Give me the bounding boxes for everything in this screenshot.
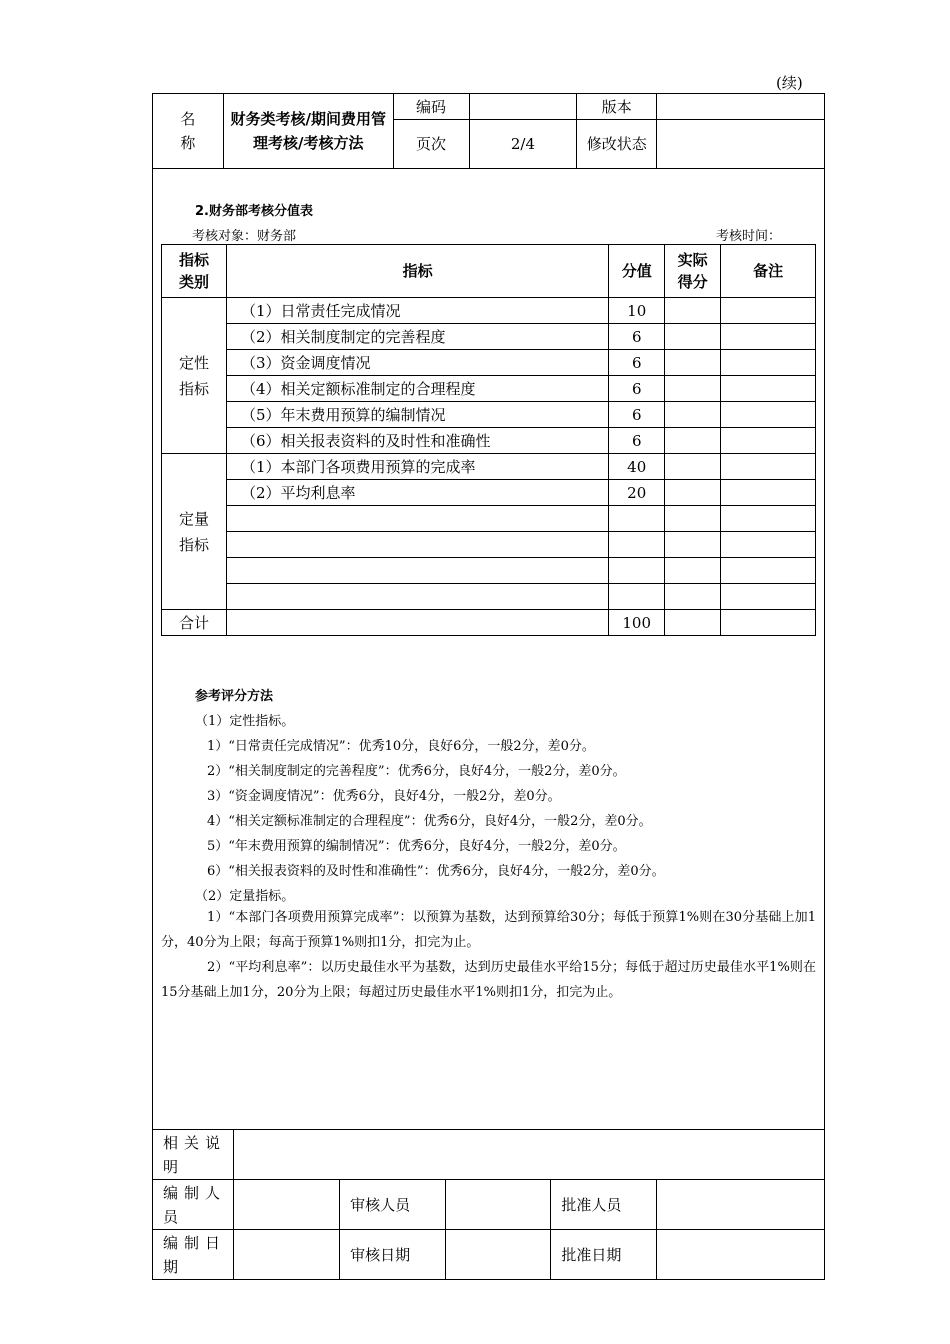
table-row [162, 350, 816, 376]
header-score: 分值 [609, 245, 665, 298]
total-label: 合计 [162, 610, 227, 636]
revision-value [657, 120, 825, 169]
qualitative-rule: 1）“日常责任完成情况”：优秀10分，良好6分，一般2分，差0分。 [207, 739, 595, 754]
remark-cell[interactable] [721, 454, 816, 480]
score-cell[interactable] [609, 532, 665, 558]
indicator-cell: （1）本部门各项费用预算的完成率 [226, 454, 608, 480]
indicator-cell: （5）年末费用预算的编制情况 [226, 402, 608, 428]
time-label: 考核时间： [716, 229, 782, 244]
score-cell: 6 [609, 402, 665, 428]
remark-cell[interactable] [721, 298, 816, 324]
remark-cell[interactable] [721, 480, 816, 506]
actual-score-cell[interactable] [665, 324, 721, 350]
version-label: 版本 [577, 94, 657, 120]
table-row [162, 298, 816, 324]
score-cell: 6 [609, 324, 665, 350]
table-row [162, 376, 816, 402]
page-label: 页次 [393, 120, 469, 169]
score-cell[interactable] [609, 558, 665, 584]
indicator-cell[interactable] [226, 584, 608, 610]
actual-score-cell[interactable] [665, 480, 721, 506]
score-cell: 6 [609, 428, 665, 454]
header-indicator: 指标 [226, 245, 608, 298]
total-row [162, 610, 816, 636]
name-label: 名 称 [153, 94, 224, 169]
revision-label: 修改状态 [577, 120, 657, 169]
table-row [162, 402, 816, 428]
remark-cell[interactable] [721, 584, 816, 610]
remark-cell[interactable] [721, 350, 816, 376]
indicator-cell: （3）资金调度情况 [226, 350, 608, 376]
header-actual: 实际得分 [665, 245, 721, 298]
indicator-cell: （6）相关报表资料的及时性和准确性 [226, 428, 608, 454]
version-value [657, 94, 825, 120]
actual-score-cell[interactable] [665, 376, 721, 402]
quantitative-rule: 2）“平均利息率”：以历史最佳水平为基数，达到历史最佳水平给15分；每低于超过历史最佳水平1%则在15分基础上加1分，20分为上限；每超过历史最佳水平1%则扣1分，扣完为止。 [161, 960, 816, 1000]
indicator-cell[interactable] [226, 506, 608, 532]
document-header-table [152, 93, 825, 169]
page-value: 2/4 [469, 120, 577, 169]
qualitative-rule: 2）“相关制度制定的完善程度”：优秀6分，良好4分，一般2分，差0分。 [207, 764, 626, 779]
notes-label: 相关说明 [153, 1130, 234, 1180]
score-table [161, 244, 816, 636]
document-name: 财务类考核/期间费用管理考核/考核方法 [223, 94, 393, 169]
approver-label: 批准人员 [551, 1180, 657, 1230]
actual-score-cell[interactable] [665, 454, 721, 480]
score-cell: 20 [609, 480, 665, 506]
table-row [162, 506, 816, 532]
qualitative-rule: 4）“相关定额标准制定的合理程度”：优秀6分，良好4分，一般2分，差0分。 [207, 814, 652, 829]
header-category: 指标类别 [162, 245, 227, 298]
header-remark: 备注 [721, 245, 816, 298]
approval-table [152, 1129, 825, 1280]
approve-date-label: 批准日期 [551, 1230, 657, 1280]
reviewer-value[interactable] [445, 1180, 551, 1230]
actual-score-cell[interactable] [665, 298, 721, 324]
code-value [469, 94, 577, 120]
category-quantitative: 定量指标 [162, 454, 227, 610]
remark-cell[interactable] [721, 506, 816, 532]
qualitative-rule: 6）“相关报表资料的及时性和准确性”：优秀6分，良好4分，一般2分，差0分。 [207, 864, 665, 879]
notes-value[interactable] [234, 1130, 825, 1180]
actual-score-cell[interactable] [665, 532, 721, 558]
actual-score-cell[interactable] [665, 584, 721, 610]
table-row [162, 558, 816, 584]
table-row [162, 454, 816, 480]
target-label: 考核对象：财务部 [192, 229, 297, 244]
score-cell[interactable] [609, 506, 665, 532]
qualitative-rule: 3）“资金调度情况”：优秀6分，良好4分，一般2分，差0分。 [207, 789, 561, 804]
quantitative-rule: 1）“本部门各项费用预算完成率”：以预算为基数，达到预算给30分；每低于预算1%则在30分基础上加1分，40分为上限；每高于预算1%则扣1分，扣完为止。 [161, 910, 816, 950]
table-row [162, 532, 816, 558]
continued-label: (续) [776, 74, 803, 92]
prep-date-label: 编制日期 [153, 1230, 234, 1280]
remark-cell[interactable] [721, 532, 816, 558]
table-row [162, 428, 816, 454]
actual-score-cell[interactable] [665, 506, 721, 532]
table-row [162, 480, 816, 506]
reviewer-label: 审核人员 [340, 1180, 446, 1230]
qualitative-rule: 5）“年末费用预算的编制情况”：优秀6分，良好4分，一般2分，差0分。 [207, 839, 626, 854]
category-qualitative: 定性指标 [162, 298, 227, 454]
table-row [162, 324, 816, 350]
remark-cell[interactable] [721, 376, 816, 402]
score-cell: 6 [609, 376, 665, 402]
indicator-cell[interactable] [226, 532, 608, 558]
actual-score-cell[interactable] [665, 558, 721, 584]
score-cell: 6 [609, 350, 665, 376]
indicator-cell: （2）平均利息率 [226, 480, 608, 506]
review-date-label: 审核日期 [340, 1230, 446, 1280]
review-date-value[interactable] [445, 1230, 551, 1280]
remark-cell[interactable] [721, 402, 816, 428]
actual-score-cell[interactable] [665, 350, 721, 376]
section-title: 2.财务部考核分值表 [195, 204, 313, 219]
qualitative-heading: （1）定性指标。 [195, 714, 295, 729]
reference-title: 参考评分方法 [195, 689, 274, 704]
preparer-value[interactable] [234, 1180, 340, 1230]
table-row [162, 584, 816, 610]
actual-score-cell[interactable] [665, 402, 721, 428]
total-indicator-cell [226, 610, 608, 636]
total-score: 100 [609, 610, 665, 636]
remark-cell[interactable] [721, 428, 816, 454]
quantitative-heading: （2）定量指标。 [195, 889, 295, 904]
score-cell[interactable] [609, 584, 665, 610]
score-cell: 10 [609, 298, 665, 324]
score-cell: 40 [609, 454, 665, 480]
preparer-label: 编制人员 [153, 1180, 234, 1230]
indicator-cell: （2）相关制度制定的完善程度 [226, 324, 608, 350]
indicator-cell: （1）日常责任完成情况 [226, 298, 608, 324]
actual-score-cell[interactable] [665, 428, 721, 454]
remark-cell[interactable] [721, 558, 816, 584]
code-label: 编码 [393, 94, 469, 120]
total-remark-cell[interactable] [721, 610, 816, 636]
approve-date-value[interactable] [656, 1230, 824, 1280]
indicator-cell[interactable] [226, 558, 608, 584]
indicator-cell: （4）相关定额标准制定的合理程度 [226, 376, 608, 402]
approver-value[interactable] [656, 1180, 824, 1230]
total-actual-cell[interactable] [665, 610, 721, 636]
remark-cell[interactable] [721, 324, 816, 350]
prep-date-value[interactable] [234, 1230, 340, 1280]
